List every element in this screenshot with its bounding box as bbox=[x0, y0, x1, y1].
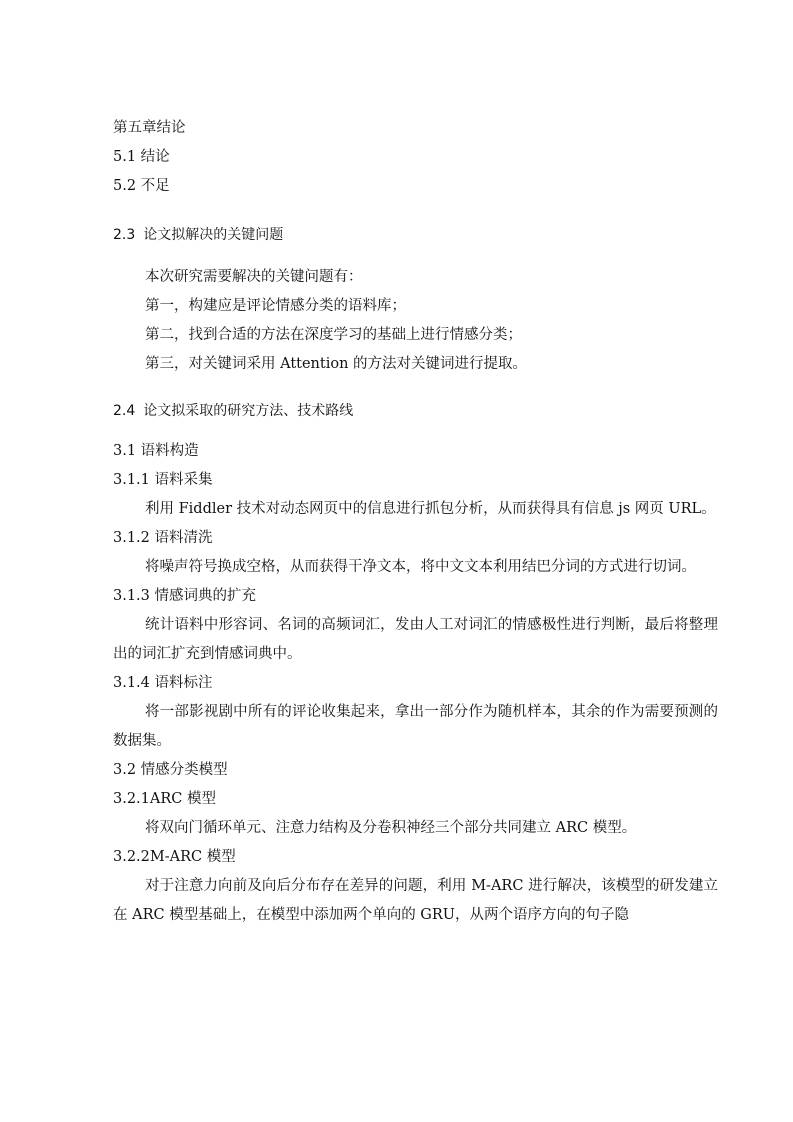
section-2-4-heading bbox=[113, 397, 718, 426]
section-2-3-item-1: 第一，构建应是评论情感分类的语料库； bbox=[145, 298, 406, 314]
section-2-3-title: 论文拟解决的关键问题 bbox=[143, 227, 284, 243]
section-2-4 bbox=[113, 397, 718, 930]
section-3-1-heading: 3.1 语料构造 bbox=[113, 443, 199, 459]
section-2-3-number: 2.3 bbox=[113, 227, 136, 243]
toc-chapter-5: 第五章结论 bbox=[113, 120, 186, 136]
section-3-2-2-heading: 3.2.2M-ARC 模型 bbox=[113, 849, 236, 865]
section-3-1-1-heading: 3.1.1 语料采集 bbox=[113, 472, 213, 488]
section-3-1-2-body: 将噪声符号换成空格，从而获得干净文本，将中文文本利用结巴分词的方式进行切词。 bbox=[145, 559, 696, 575]
section-3-2-1-heading: 3.2.1ARC 模型 bbox=[113, 791, 216, 807]
section-3-1-4-body: 将一部影视剧中所有的评论收集起来，拿出一部分作为随机样本，其余的作为需要预测的数据集。 bbox=[113, 704, 718, 749]
section-3-1-3-heading: 3.1.3 情感词典的扩充 bbox=[113, 588, 257, 604]
section-2-3-item-2: 第二，找到合适的方法在深度学习的基础上进行情感分类； bbox=[145, 327, 522, 343]
section-2-3 bbox=[113, 221, 718, 379]
section-2-3-item-3: 第三，对关键词采用 Attention 的方法对关键词进行提取。 bbox=[145, 356, 528, 372]
section-3-1-3-body: 统计语料中形容词、名词的高频词汇，发由人工对词汇的情感极性进行判断，最后将整理出的词汇扩充到情感词典中。 bbox=[113, 617, 718, 662]
section-3-1-2-heading: 3.1.2 语料清洗 bbox=[113, 530, 213, 546]
section-3-2-heading: 3.2 情感分类模型 bbox=[113, 762, 228, 778]
section-2-4-title: 论文拟采取的研究方法、技术路线 bbox=[143, 403, 354, 419]
section-2-3-heading bbox=[113, 221, 718, 250]
section-2-3-intro: 本次研究需要解决的关键问题有： bbox=[145, 269, 363, 285]
toc-block bbox=[113, 114, 718, 201]
section-3-1-1-body: 利用 Fiddler 技术对动态网页中的信息进行抓包分析，从而获得具有信息 js 网页 URL。 bbox=[145, 501, 716, 517]
section-2-4-number: 2.4 bbox=[113, 403, 136, 419]
section-3-2-1-body: 将双向门循环单元、注意力结构及分卷积神经三个部分共同建立 ARC 模型。 bbox=[145, 820, 637, 836]
section-3-2-2-body: 对于注意力向前及向后分布存在差异的问题，利用 M-ARC 进行解决，该模型的研发建立在 ARC 模型基础上，在模型中添加两个单向的 GRU，从两个语序方向的句子隐 bbox=[113, 878, 718, 923]
toc-5-1: 5.1 结论 bbox=[113, 149, 170, 165]
section-3-1-4-heading: 3.1.4 语料标注 bbox=[113, 675, 213, 691]
toc-5-2: 5.2 不足 bbox=[113, 178, 170, 194]
